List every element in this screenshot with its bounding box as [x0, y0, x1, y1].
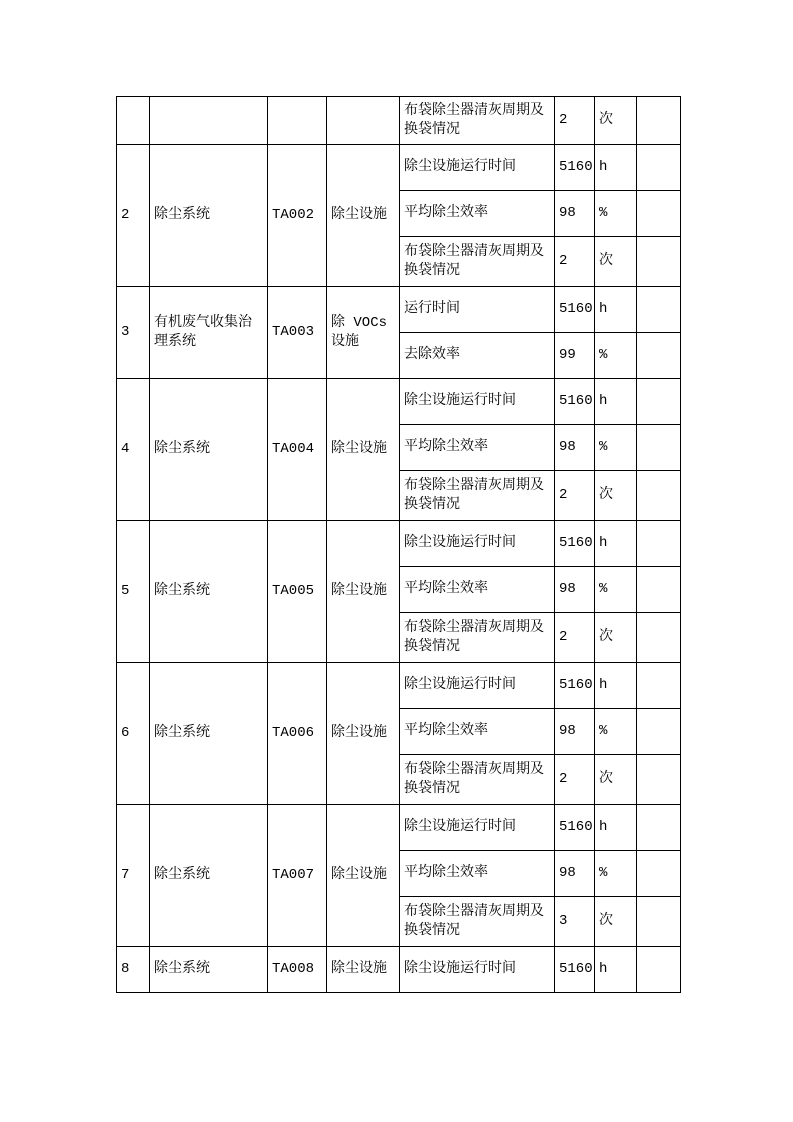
cell-unit: h	[595, 379, 637, 425]
cell-facility	[327, 97, 400, 145]
cell-value: 99	[555, 333, 595, 379]
cell-unit: 次	[595, 97, 637, 145]
cell-param: 布袋除尘器清灰周期及换袋情况	[400, 471, 555, 521]
cell-param: 布袋除尘器清灰周期及换袋情况	[400, 897, 555, 947]
cell-seq: 5	[117, 521, 150, 663]
cell-unit: %	[595, 425, 637, 471]
cell-code: TA007	[268, 805, 327, 947]
cell-param: 除尘设施运行时间	[400, 663, 555, 709]
cell-param: 平均除尘效率	[400, 191, 555, 237]
cell-facility: 除尘设施	[327, 379, 400, 521]
cell-blank	[637, 425, 681, 471]
cell-unit: %	[595, 567, 637, 613]
cell-param: 平均除尘效率	[400, 851, 555, 897]
cell-blank	[637, 851, 681, 897]
cell-blank	[637, 897, 681, 947]
cell-value: 2	[555, 97, 595, 145]
cell-unit: 次	[595, 755, 637, 805]
table-row	[117, 287, 681, 333]
cell-unit: h	[595, 947, 637, 993]
cell-blank	[637, 521, 681, 567]
cell-facility: 除尘设施	[327, 663, 400, 805]
cell-blank	[637, 947, 681, 993]
table-row	[117, 379, 681, 425]
cell-system-name: 除尘系统	[150, 663, 268, 805]
cell-value: 98	[555, 851, 595, 897]
cell-param: 平均除尘效率	[400, 567, 555, 613]
cell-blank	[637, 663, 681, 709]
cell-blank	[637, 97, 681, 145]
cell-blank	[637, 287, 681, 333]
cell-code: TA006	[268, 663, 327, 805]
cell-param: 除尘设施运行时间	[400, 145, 555, 191]
cell-blank	[637, 567, 681, 613]
cell-system-name: 除尘系统	[150, 379, 268, 521]
cell-blank	[637, 333, 681, 379]
cell-facility: 除 VOCs 设施	[327, 287, 400, 379]
cell-param: 布袋除尘器清灰周期及换袋情况	[400, 613, 555, 663]
cell-param: 除尘设施运行时间	[400, 521, 555, 567]
cell-unit: %	[595, 333, 637, 379]
cell-code	[268, 97, 327, 145]
cell-unit: h	[595, 663, 637, 709]
cell-seq: 3	[117, 287, 150, 379]
cell-param: 除尘设施运行时间	[400, 805, 555, 851]
cell-seq: 4	[117, 379, 150, 521]
cell-blank	[637, 471, 681, 521]
cell-unit: %	[595, 709, 637, 755]
cell-value: 98	[555, 425, 595, 471]
cell-param: 布袋除尘器清灰周期及换袋情况	[400, 97, 555, 145]
cell-value: 5160	[555, 805, 595, 851]
cell-unit: 次	[595, 471, 637, 521]
cell-blank	[637, 755, 681, 805]
cell-system-name: 除尘系统	[150, 145, 268, 287]
cell-param: 除尘设施运行时间	[400, 379, 555, 425]
cell-code: TA002	[268, 145, 327, 287]
cell-seq: 2	[117, 145, 150, 287]
cell-value: 98	[555, 191, 595, 237]
cell-system-name: 除尘系统	[150, 805, 268, 947]
cell-blank	[637, 613, 681, 663]
cell-unit: 次	[595, 613, 637, 663]
cell-seq: 7	[117, 805, 150, 947]
cell-blank	[637, 379, 681, 425]
cell-value: 3	[555, 897, 595, 947]
cell-param: 布袋除尘器清灰周期及换袋情况	[400, 237, 555, 287]
cell-system-name: 除尘系统	[150, 947, 268, 993]
cell-code: TA003	[268, 287, 327, 379]
cell-value: 5160	[555, 947, 595, 993]
table-row	[117, 97, 681, 145]
cell-unit: 次	[595, 897, 637, 947]
cell-param: 除尘设施运行时间	[400, 947, 555, 993]
cell-system-name	[150, 97, 268, 145]
table-row	[117, 521, 681, 567]
facilities-table	[116, 96, 681, 993]
cell-value: 98	[555, 709, 595, 755]
cell-unit: %	[595, 191, 637, 237]
cell-seq: 6	[117, 663, 150, 805]
cell-param: 平均除尘效率	[400, 425, 555, 471]
cell-system-name: 除尘系统	[150, 521, 268, 663]
cell-value: 5160	[555, 379, 595, 425]
cell-value: 98	[555, 567, 595, 613]
cell-value: 5160	[555, 521, 595, 567]
cell-value: 2	[555, 237, 595, 287]
cell-unit: h	[595, 521, 637, 567]
cell-value: 5160	[555, 145, 595, 191]
cell-unit: h	[595, 145, 637, 191]
cell-facility: 除尘设施	[327, 145, 400, 287]
table-row	[117, 663, 681, 709]
cell-facility: 除尘设施	[327, 521, 400, 663]
cell-facility: 除尘设施	[327, 805, 400, 947]
cell-blank	[637, 709, 681, 755]
cell-param: 运行时间	[400, 287, 555, 333]
cell-seq	[117, 97, 150, 145]
table-row	[117, 145, 681, 191]
table-row	[117, 805, 681, 851]
cell-code: TA004	[268, 379, 327, 521]
cell-blank	[637, 191, 681, 237]
cell-param: 平均除尘效率	[400, 709, 555, 755]
cell-value: 2	[555, 471, 595, 521]
cell-unit: 次	[595, 237, 637, 287]
cell-code: TA005	[268, 521, 327, 663]
cell-facility: 除尘设施	[327, 947, 400, 993]
cell-value: 5160	[555, 663, 595, 709]
cell-system-name: 有机废气收集治理系统	[150, 287, 268, 379]
cell-blank	[637, 145, 681, 191]
cell-unit: h	[595, 287, 637, 333]
cell-unit: h	[595, 805, 637, 851]
cell-param: 布袋除尘器清灰周期及换袋情况	[400, 755, 555, 805]
cell-unit: %	[595, 851, 637, 897]
cell-blank	[637, 237, 681, 287]
cell-param: 去除效率	[400, 333, 555, 379]
cell-value: 5160	[555, 287, 595, 333]
cell-blank	[637, 805, 681, 851]
table-row	[117, 947, 681, 993]
cell-code: TA008	[268, 947, 327, 993]
cell-seq: 8	[117, 947, 150, 993]
cell-value: 2	[555, 613, 595, 663]
cell-value: 2	[555, 755, 595, 805]
